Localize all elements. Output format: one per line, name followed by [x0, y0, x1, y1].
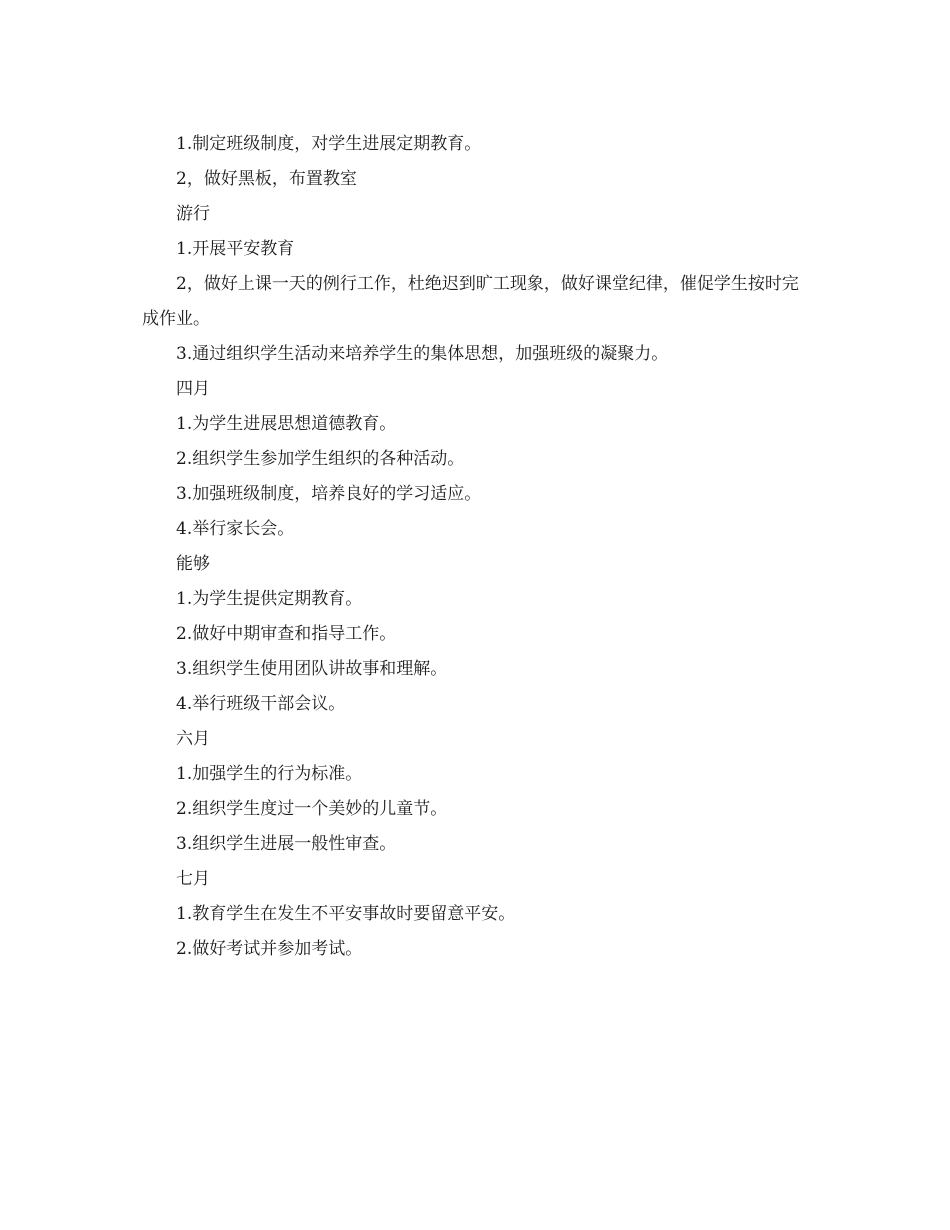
list-item: 1.加强学生的行为标准。	[176, 764, 363, 784]
section-heading: 四月	[176, 379, 210, 399]
list-item: 1.为学生提供定期教育。	[176, 589, 363, 609]
list-item: 2.做好考试并参加考试。	[176, 939, 363, 959]
list-item: 4.举行家长会。	[176, 519, 295, 539]
document-body	[142, 127, 814, 967]
list-item: 3.组织学生使用团队讲故事和理解。	[176, 659, 448, 679]
list-item: 1.为学生进展思想道德教育。	[176, 414, 397, 434]
list-item: 3.通过组织学生活动来培养学生的集体思想，加强班级的凝聚力。	[176, 344, 669, 364]
list-item: 1.开展平安教育	[176, 239, 295, 259]
list-item: 2，做好上课一天的例行工作，杜绝迟到旷工现象，做好课堂纪律，催促学生按时完成作业。	[142, 274, 799, 329]
list-item: 2，做好黑板，布置教室	[176, 169, 357, 189]
list-item: 2.组织学生度过一个美妙的儿童节。	[176, 799, 448, 819]
list-item: 3.加强班级制度，培养良好的学习适应。	[176, 484, 482, 504]
list-item: 1.教育学生在发生不平安事故时要留意平安。	[176, 904, 516, 924]
list-item: 3.组织学生进展一般性审查。	[176, 834, 397, 854]
list-item: 2.做好中期审查和指导工作。	[176, 624, 397, 644]
list-item: 2.组织学生参加学生组织的各种活动。	[176, 449, 465, 469]
list-item: 1.制定班级制度，对学生进展定期教育。	[176, 134, 482, 154]
section-heading: 游行	[176, 204, 210, 224]
section-heading: 六月	[176, 729, 210, 749]
section-heading: 七月	[176, 869, 210, 889]
list-item: 4.举行班级干部会议。	[176, 694, 346, 714]
section-heading: 能够	[176, 554, 210, 574]
